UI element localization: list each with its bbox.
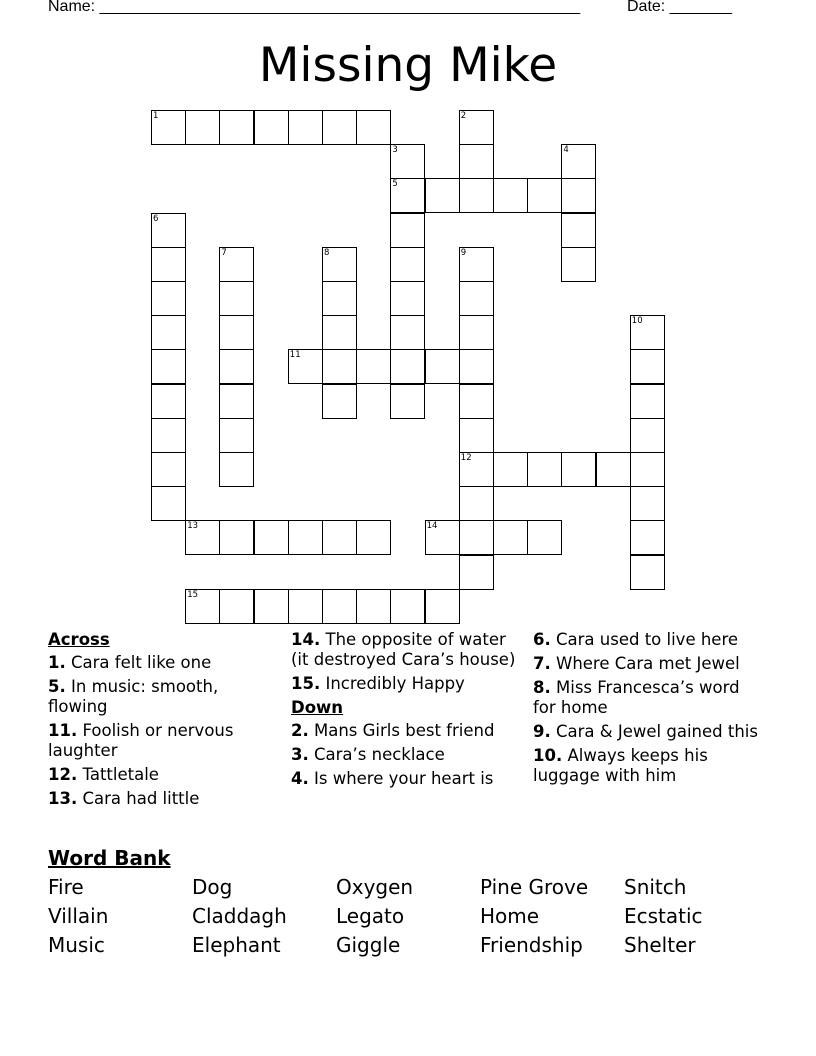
clue-number-label: 10.: [533, 746, 563, 765]
crossword-cell[interactable]: [425, 349, 460, 384]
crossword-cell[interactable]: [219, 281, 254, 316]
crossword-cell[interactable]: [322, 589, 357, 624]
clue-item: [533, 722, 758, 742]
crossword-cell[interactable]: [630, 384, 665, 419]
crossword-cell[interactable]: [459, 486, 494, 521]
clue-text: Foolish or nervous laughter: [48, 721, 234, 760]
crossword-cell[interactable]: [527, 520, 562, 555]
clue-number-label: 9.: [533, 722, 551, 741]
crossword-cell[interactable]: [185, 520, 220, 555]
clue-item: [533, 630, 758, 650]
crossword-cell[interactable]: [254, 110, 289, 145]
clue-item: [533, 678, 758, 718]
crossword-cell[interactable]: [288, 520, 323, 555]
crossword-cell[interactable]: [288, 110, 323, 145]
clue-item: [48, 677, 268, 717]
page-title: Missing Mike: [258, 38, 558, 93]
clue-number-label: 2.: [291, 721, 309, 740]
crossword-cell[interactable]: [185, 589, 220, 624]
crossword-cell[interactable]: [322, 520, 357, 555]
clue-text: Cara felt like one: [71, 653, 212, 672]
clue-number: 15: [187, 589, 199, 600]
clue-text: Cara had little: [82, 789, 200, 808]
crossword-cell[interactable]: [219, 349, 254, 384]
crossword-cell[interactable]: [151, 486, 186, 521]
clue-text: Cara used to live here: [556, 630, 739, 649]
clue-text: The opposite of water (it destroyed Cara’s house): [291, 630, 516, 669]
crossword-cell[interactable]: [459, 349, 494, 384]
crossword-cell[interactable]: [459, 281, 494, 316]
crossword-cell[interactable]: [459, 418, 494, 453]
clue-number: 4: [563, 145, 569, 156]
crossword-cell[interactable]: [561, 178, 596, 213]
clue-text: Is where your heart is: [314, 769, 494, 788]
crossword-cell[interactable]: [151, 452, 186, 487]
clue-item: [533, 654, 758, 674]
clues-column-3: [533, 630, 758, 790]
crossword-cell[interactable]: [151, 110, 186, 145]
crossword-cell[interactable]: [390, 349, 425, 384]
crossword-cell[interactable]: [219, 247, 254, 282]
word-bank-word: Fire: [48, 875, 84, 899]
clue-item: [291, 630, 527, 670]
crossword-cell[interactable]: [219, 452, 254, 487]
crossword-cell[interactable]: [390, 384, 425, 419]
word-bank-word: Ecstatic: [624, 904, 703, 928]
clue-number: 2: [460, 111, 467, 121]
word-bank: [48, 845, 768, 958]
crossword-cell[interactable]: [459, 555, 494, 590]
crossword-cell[interactable]: [630, 486, 665, 521]
clue-number-label: 4.: [291, 769, 309, 788]
clue-item: [291, 745, 527, 765]
crossword-cell[interactable]: [390, 144, 425, 179]
word-bank-word: Giggle: [336, 933, 401, 957]
clue-number: 13: [187, 521, 199, 532]
clue-number-label: 7.: [533, 654, 551, 673]
crossword-cell[interactable]: [527, 178, 562, 213]
word-bank-word: Dog: [192, 875, 233, 899]
word-bank-word: Villain: [48, 904, 109, 928]
clue-number-label: 8.: [533, 678, 551, 697]
crossword-cell[interactable]: [390, 281, 425, 316]
clue-text: Miss Francesca’s word for home: [533, 678, 740, 717]
word-bank-word: Oxygen: [336, 875, 414, 899]
crossword-cell[interactable]: [219, 315, 254, 350]
word-bank-word: Friendship: [480, 933, 583, 957]
clue-number-label: 11.: [48, 721, 78, 740]
clue-number-label: 5.: [48, 677, 66, 696]
crossword-cell[interactable]: [459, 315, 494, 350]
crossword-cell[interactable]: [561, 247, 596, 282]
crossword-cell[interactable]: [596, 452, 631, 487]
crossword-cell[interactable]: [630, 418, 665, 453]
clue-text: Always keeps his luggage with him: [533, 746, 708, 785]
crossword-cell[interactable]: [390, 178, 425, 213]
crossword-cell[interactable]: [151, 315, 186, 350]
across-heading: Across: [48, 630, 110, 649]
crossword-cell[interactable]: [425, 178, 460, 213]
crossword-cell[interactable]: [561, 213, 596, 248]
clue-number: 11: [289, 350, 301, 361]
crossword-cell[interactable]: [151, 247, 186, 282]
clue-number: 1: [153, 111, 159, 121]
clue-text: In music: smooth, flowing: [48, 677, 219, 716]
crossword-cell[interactable]: [390, 213, 425, 248]
word-bank-word: Pine Grove: [480, 875, 589, 899]
date-field: Date: _______: [627, 0, 732, 15]
crossword-cell[interactable]: [356, 589, 391, 624]
crossword-cell[interactable]: [459, 178, 494, 213]
crossword-cell[interactable]: [219, 110, 254, 145]
crossword-cell[interactable]: [630, 520, 665, 555]
crossword-cell[interactable]: [459, 144, 494, 179]
crossword-cell[interactable]: [151, 384, 186, 419]
crossword-cell[interactable]: [459, 384, 494, 419]
crossword-cell[interactable]: [185, 110, 220, 145]
clue-item: [48, 721, 268, 761]
clue-item: [291, 674, 527, 694]
crossword-cell[interactable]: [356, 349, 391, 384]
crossword-cell[interactable]: [254, 589, 289, 624]
word-bank-title: Word Bank: [48, 846, 171, 870]
clue-number-label: 15.: [291, 674, 321, 693]
clues-column-1: [48, 630, 268, 813]
crossword-cell[interactable]: [219, 520, 254, 555]
crossword-cell[interactable]: [630, 349, 665, 384]
crossword-cell[interactable]: [254, 520, 289, 555]
clue-number-label: 13.: [48, 789, 78, 808]
word-bank-word: Snitch: [624, 875, 687, 899]
clue-text: Cara’s necklace: [314, 745, 445, 764]
clue-number-label: 12.: [48, 765, 78, 784]
clue-item: [533, 746, 758, 786]
crossword-cell[interactable]: [322, 384, 357, 419]
clue-number: 14: [426, 521, 438, 532]
clue-text: Tattletale: [82, 765, 159, 784]
crossword-cell[interactable]: [151, 349, 186, 384]
clue-item: [48, 653, 268, 673]
clue-number: 7: [221, 247, 227, 258]
crossword-cell[interactable]: [322, 349, 357, 384]
crossword-cell[interactable]: [288, 589, 323, 624]
clue-number: 9: [460, 247, 467, 258]
crossword-cell[interactable]: [459, 452, 494, 487]
crossword-cell[interactable]: [356, 110, 391, 145]
clue-number-label: 6.: [533, 630, 551, 649]
crossword-cell[interactable]: [561, 452, 596, 487]
clue-number-label: 14.: [291, 630, 321, 649]
crossword-cell[interactable]: [151, 281, 186, 316]
clue-item: [48, 789, 268, 809]
crossword-cell[interactable]: [219, 384, 254, 419]
word-bank-word: Music: [48, 933, 105, 957]
clue-number-label: 1.: [48, 653, 66, 672]
crossword-cell[interactable]: [322, 110, 357, 145]
crossword-cell[interactable]: [493, 178, 528, 213]
clue-text: Cara & Jewel gained this: [556, 722, 758, 741]
clue-number: 8: [324, 247, 330, 258]
clue-item: [291, 721, 527, 741]
clue-number: 3: [392, 145, 398, 156]
crossword-cell[interactable]: [425, 520, 460, 555]
clue-text: Incredibly Happy: [325, 674, 465, 693]
crossword-cell[interactable]: [390, 589, 425, 624]
crossword-cell[interactable]: [219, 418, 254, 453]
crossword-cell[interactable]: [493, 452, 528, 487]
crossword-cell[interactable]: [219, 589, 254, 624]
word-bank-word: Elephant: [192, 933, 281, 957]
crossword-cell[interactable]: [630, 555, 665, 590]
word-bank-word: Claddagh: [192, 904, 287, 928]
clue-text: Mans Girls best friend: [314, 721, 495, 740]
clue-item: [48, 765, 268, 785]
crossword-cell[interactable]: [390, 247, 425, 282]
crossword-cell[interactable]: [459, 247, 494, 282]
word-bank-word: Legato: [336, 904, 405, 928]
crossword-cell[interactable]: [151, 418, 186, 453]
clue-number: 10: [631, 316, 643, 327]
crossword-cell[interactable]: [151, 213, 186, 248]
crossword-cell[interactable]: [459, 110, 494, 145]
crossword-cell[interactable]: [322, 315, 357, 350]
crossword-cell[interactable]: [630, 452, 665, 487]
name-field: Name: ______________________________________________________: [48, 0, 581, 15]
clue-number-label: 3.: [291, 745, 309, 764]
crossword-cell[interactable]: [288, 349, 323, 384]
word-bank-word: Shelter: [624, 933, 696, 957]
word-bank-word: Home: [480, 904, 540, 928]
clue-number: 6: [153, 213, 159, 224]
clues-column-2: [291, 630, 527, 793]
crossword-cell[interactable]: [322, 281, 357, 316]
down-heading: Down: [291, 698, 344, 717]
crossword-cell[interactable]: [493, 520, 528, 555]
crossword-cell[interactable]: [425, 589, 460, 624]
crossword-cell[interactable]: [561, 144, 596, 179]
clue-text: Where Cara met Jewel: [556, 654, 740, 673]
clue-number: 5: [392, 179, 398, 190]
crossword-cell[interactable]: [630, 315, 665, 350]
crossword-cell[interactable]: [459, 520, 494, 555]
clue-item: [291, 769, 527, 789]
crossword-cell[interactable]: [527, 452, 562, 487]
clue-number: 12: [460, 453, 472, 463]
crossword-cell[interactable]: [356, 520, 391, 555]
crossword-cell[interactable]: [322, 247, 357, 282]
crossword-cell[interactable]: [390, 315, 425, 350]
